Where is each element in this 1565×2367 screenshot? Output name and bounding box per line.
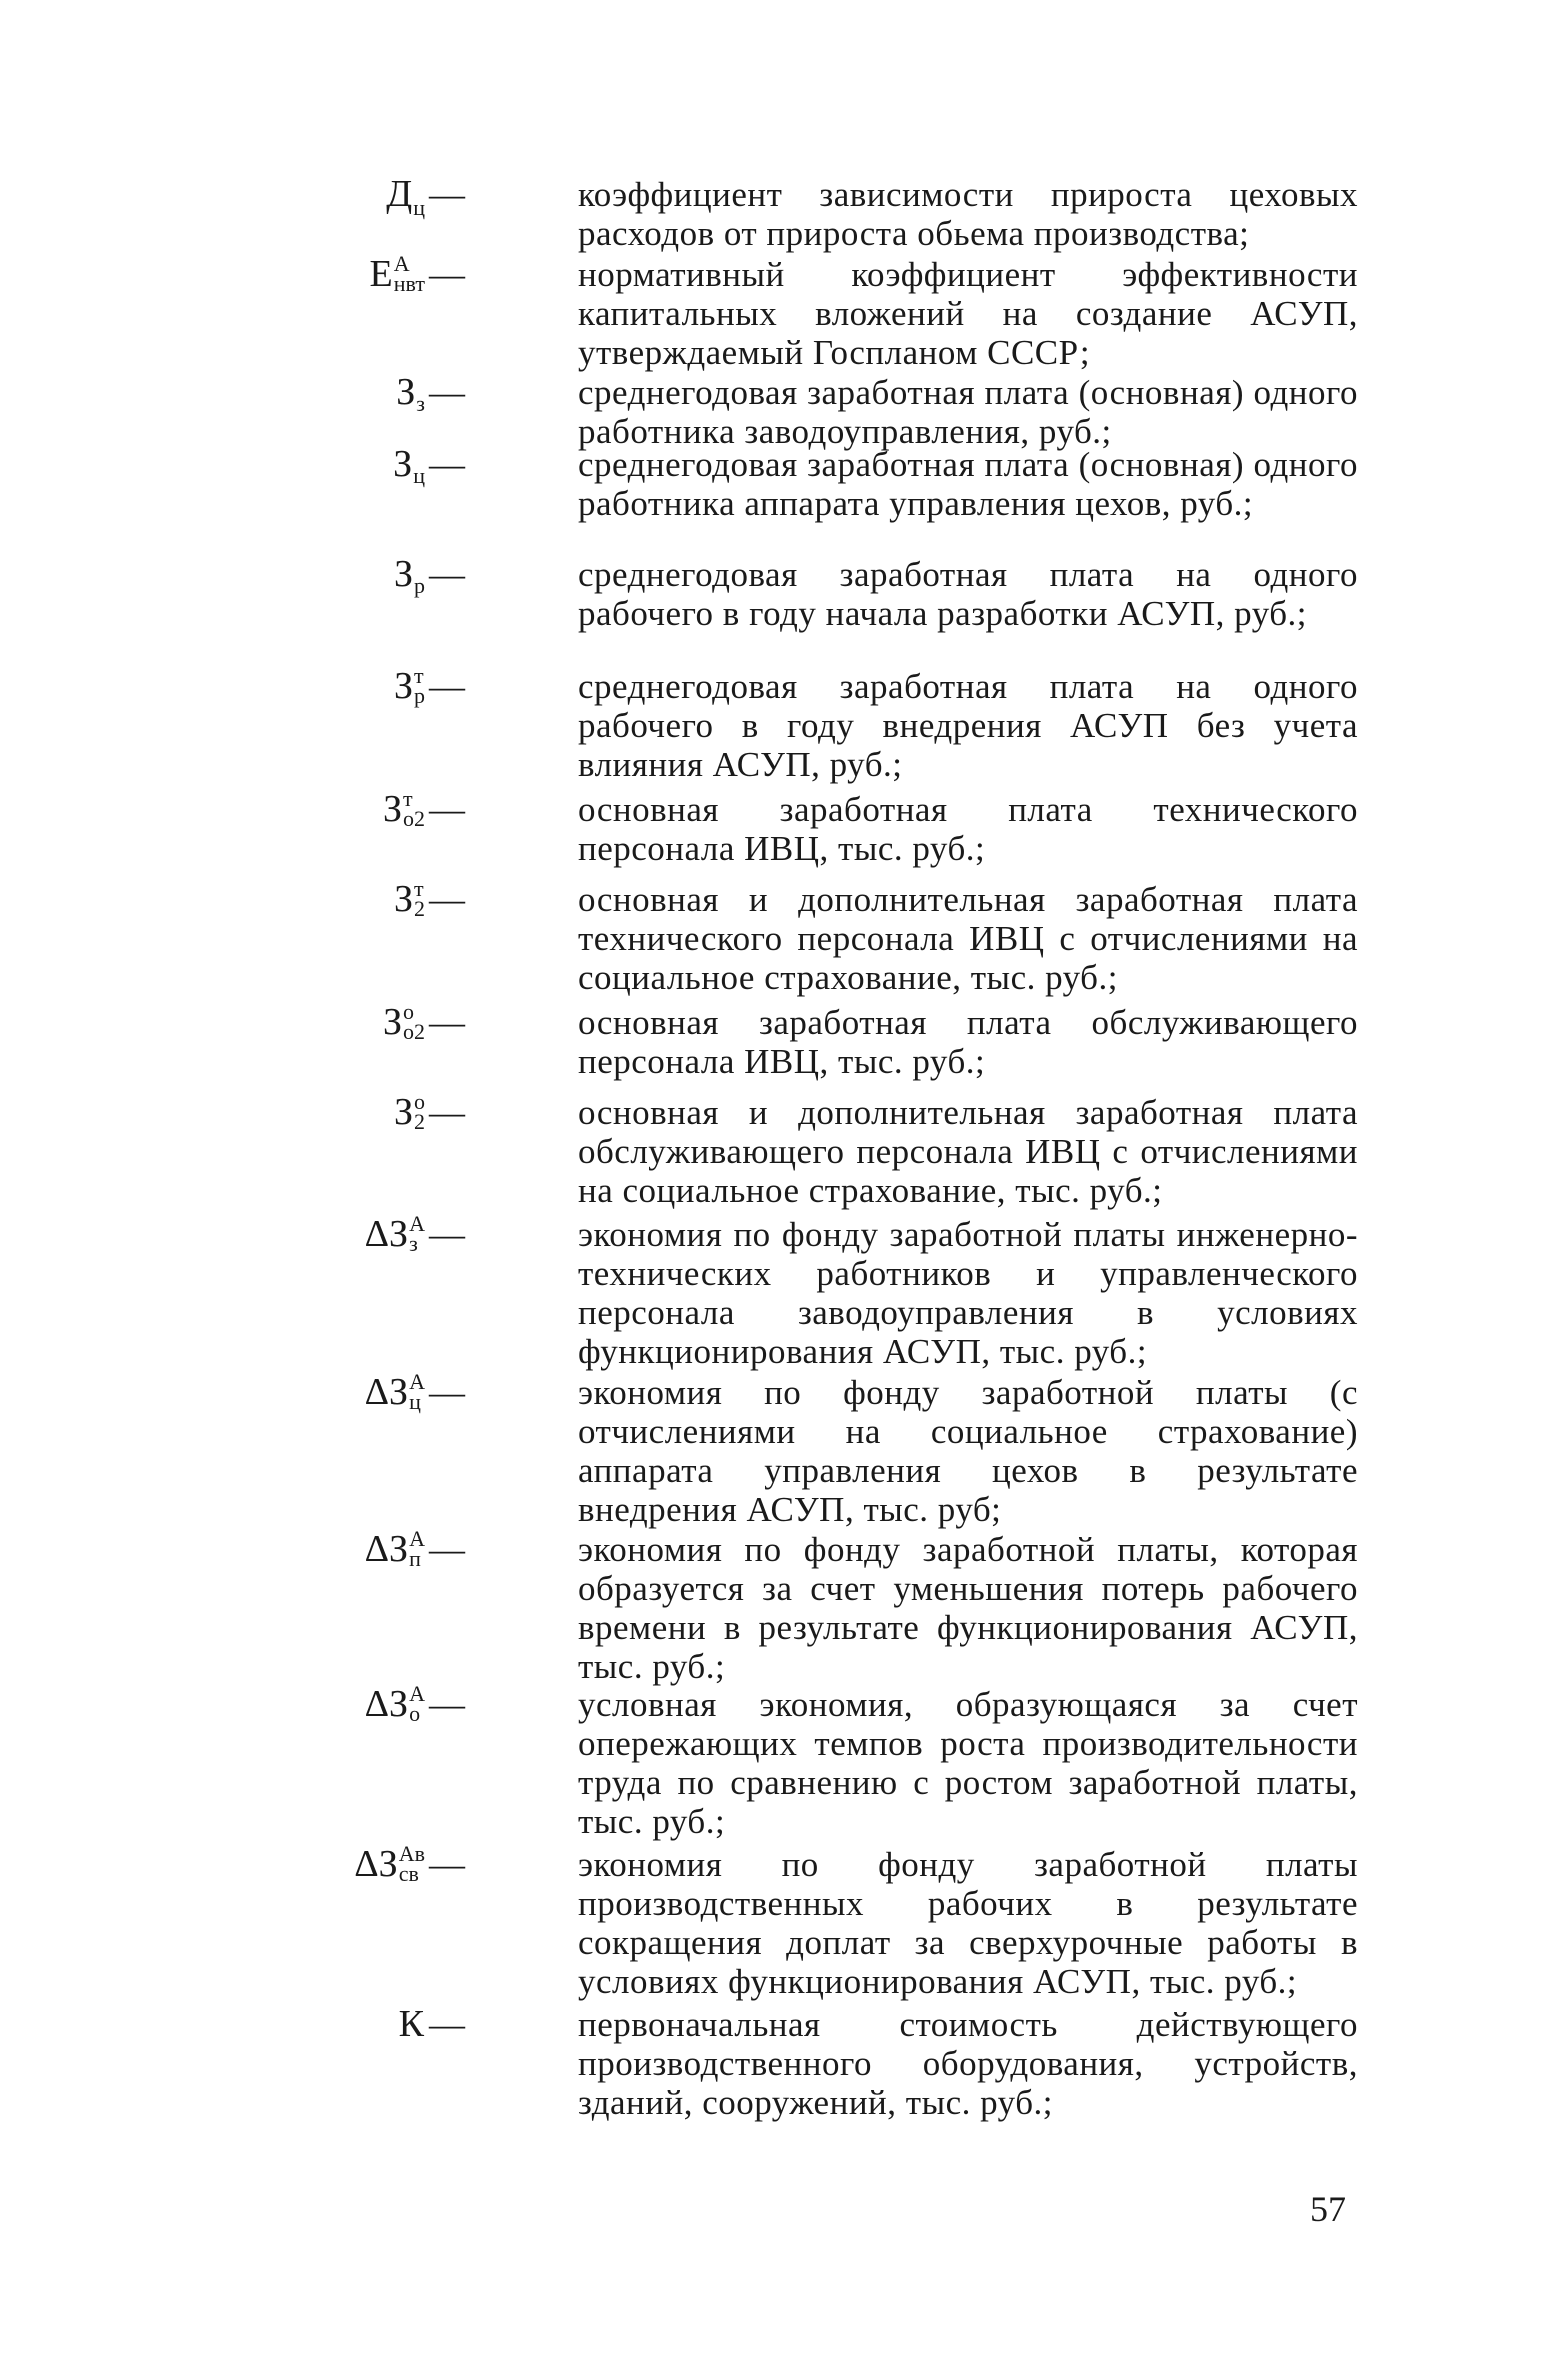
symbol: З т р — — [393, 662, 465, 708]
definition-text: нормативный коэффициент эффективности капитальных вложений на создание АСУП, утверждаемый Госпланом СССР; — [578, 255, 1358, 372]
symbol: ΔЗ А о — — [364, 1680, 465, 1726]
symbol: Д ц — — [386, 173, 465, 220]
definition-text: основная заработная плата технического персонала ИВЦ, тыс. руб.; — [578, 790, 1358, 868]
definition-text: первоначальная стоимость действующего производственного оборудования, устройств, зданий, сооружений, тыс. руб.; — [578, 2005, 1358, 2122]
definition-text: экономия по фонду заработной платы (с отчислениями на социальное страхование) аппарата управления цехов в результате внедрения АСУП, тыс. руб; — [578, 1373, 1358, 1529]
symbol: З ц — — [393, 443, 465, 488]
symbol: ΔЗ А з — — [364, 1210, 465, 1256]
definition-text: экономия по фонду заработной платы, которая образуется за счет уменьшения потерь рабочего времени в результате функционирования АСУП, тыс. руб.; — [578, 1530, 1358, 1686]
symbol: З з — — [396, 371, 465, 416]
symbol: Е А нвт — — [369, 250, 465, 296]
definition-text: экономия по фонду заработной платы производственных рабочих в результате сокращения доплат за сверхурочные работы в условиях функционирования АСУП, тыс. руб.; — [578, 1845, 1358, 2001]
definition-text: условная экономия, образующаяся за счет опережающих темпов роста производительности труда по сравнению с ростом заработной платы, тыс. руб.; — [578, 1685, 1358, 1841]
symbol: З о 2 — — [393, 1088, 465, 1134]
definition-text: среднегодовая заработная плата (основная) одного работника аппарата управления цехов, руб.; — [578, 445, 1358, 523]
definition-text: среднегодовая заработная плата (основная) одного работника заводоуправления, руб.; — [578, 373, 1358, 451]
symbol: ΔЗ А п — — [364, 1525, 465, 1571]
symbol: З р — — [393, 553, 465, 598]
definition-text: экономия по фонду заработной платы инженерно-технических работников и управленческого персонала заводоуправления в условиях функционирования АСУП, тыс. руб.; — [578, 1215, 1358, 1371]
definition-text: среднегодовая заработная плата на одного рабочего в году начала разработки АСУП, руб.; — [578, 555, 1358, 633]
symbol: З т 2 — — [393, 875, 465, 921]
page-number: 57 — [1310, 2189, 1346, 2229]
symbol: ΔЗ А ц — — [364, 1368, 465, 1414]
definition-text: основная и дополнительная заработная плата технического персонала ИВЦ с отчислениями на социальное страхование, тыс. руб.; — [578, 880, 1358, 997]
definition-text: основная заработная плата обслуживающего персонала ИВЦ, тыс. руб.; — [578, 1003, 1358, 1081]
definition-text: среднегодовая заработная плата на одного рабочего в году внедрения АСУП без учета влияния АСУП, руб.; — [578, 667, 1358, 784]
symbol: К — — [398, 2003, 465, 2045]
symbol: З о о2 — — [382, 998, 465, 1044]
symbol: З т о2 — — [382, 785, 465, 831]
definition-text: основная и дополнительная заработная плата обслуживающего персонала ИВЦ с отчислениями на социальное страхование, тыс. руб.; — [578, 1093, 1358, 1210]
definition-text: коэффициент зависимости прироста цеховых расходов от прироста обьема производства; — [578, 175, 1358, 253]
symbol: ΔЗ Ав св — — [354, 1840, 465, 1886]
